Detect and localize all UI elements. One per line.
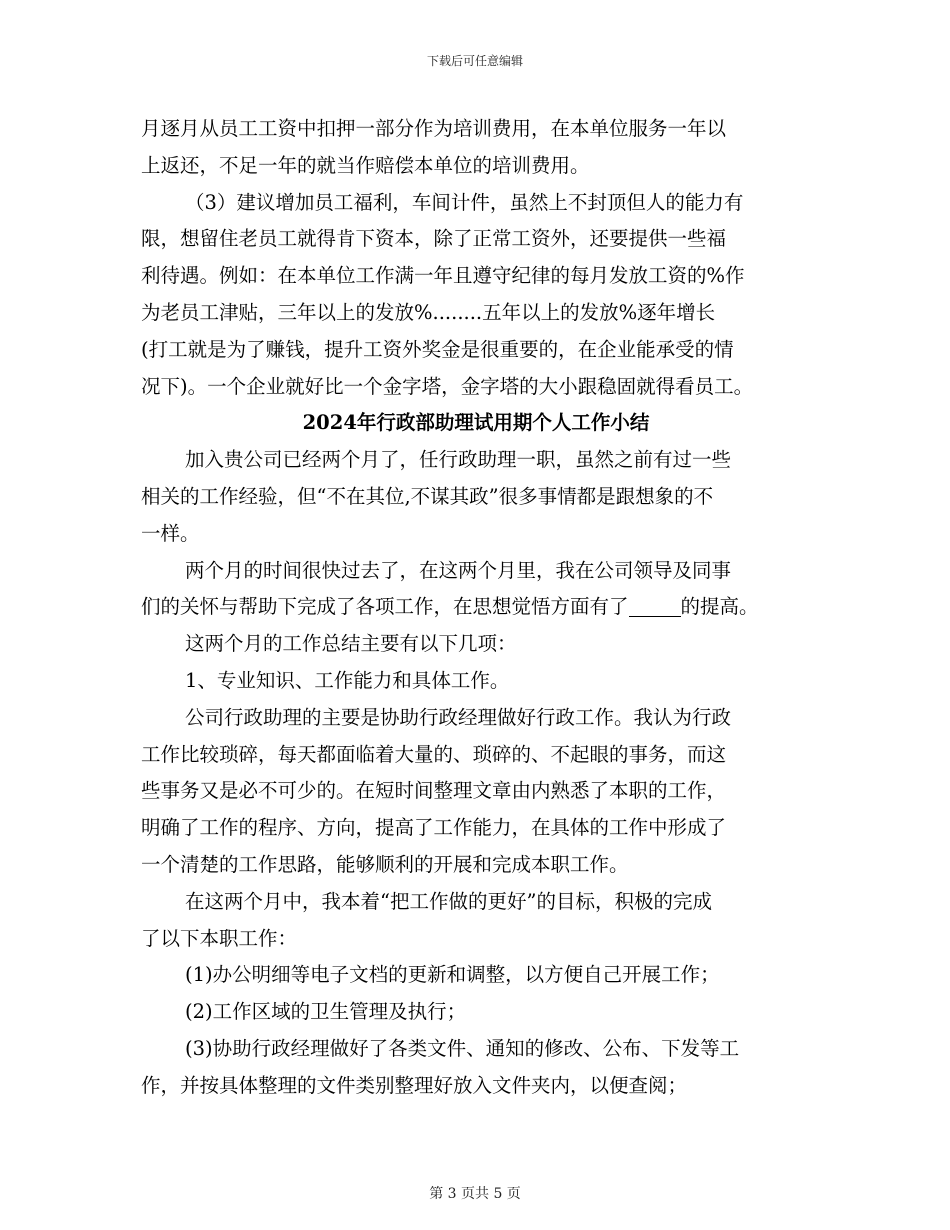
body-line: 作，并按具体整理的文件类别整理好放入文件夹内，以便查阅； xyxy=(141,1073,688,1097)
body-line: 一样。 xyxy=(141,521,200,545)
document-body xyxy=(141,111,811,1105)
section-title: 2024年行政部助理试用期个人工作小结 xyxy=(302,411,650,435)
body-line-part: 的提高。 xyxy=(680,595,759,619)
body-line: 加入贵公司已经两个月了，任行政助理一职，虽然之前有过一些 xyxy=(185,448,732,472)
body-line: 1、专业知识、工作能力和具体工作。 xyxy=(185,668,510,692)
body-line: 一个清楚的工作思路，能够顺利的开展和完成本职工作。 xyxy=(141,852,629,876)
body-line: 明确了工作的程序、方向，提高了工作能力，在具体的工作中形成了 xyxy=(141,816,727,840)
page-header: 下载后可任意编辑 xyxy=(426,54,523,68)
body-line: 相关的工作经验，但“不在其位,不谋其政”很多事情都是跟想象的不 xyxy=(141,484,714,508)
body-line: (2)工作区域的卫生管理及执行； xyxy=(185,1000,467,1024)
body-line: 这两个月的工作总结主要有以下几项： xyxy=(185,632,517,656)
body-line: 在这两个月中，我本着“把工作做的更好”的目标，积极的完成 xyxy=(185,889,712,913)
page-footer: 第 3 页共 5 页 xyxy=(429,1186,521,1202)
fill-in-blank xyxy=(629,596,681,617)
body-line: （3）建议增加员工福利，车间计件，虽然上不封顶但人的能力有 xyxy=(185,190,744,214)
body-line: 公司行政助理的主要是协助行政经理做好行政工作。我认为行政 xyxy=(185,705,732,729)
body-line: 两个月的时间很快过去了，在这两个月里，我在公司领导及同事 xyxy=(185,558,732,582)
body-line: 限，想留住老员工就得肯下资本，除了正常工资外，还要提供一些福 xyxy=(141,227,727,251)
body-line: 工作比较琐碎，每天都面临着大量的、琐碎的、不起眼的事务，而这 xyxy=(141,742,727,766)
body-line: (1)办公明细等电子文档的更新和调整，以方便自己开展工作； xyxy=(185,963,720,987)
body-line: 利待遇。例如：在本单位工作满一年且遵守纪律的每月发放工资的%作 xyxy=(141,264,745,288)
body-line: (打工就是为了赚钱，提升工资外奖金是很重要的，在企业能承受的情 xyxy=(141,337,734,361)
body-line-part: 们的关怀与帮助下完成了各项工作，在思想觉悟方面有了 xyxy=(141,595,629,619)
body-line: 些事务又是必不可少的。在短时间整理文章由内熟悉了本职的工作， xyxy=(141,779,727,803)
body-line: 上返还，不足一年的就当作赔偿本单位的培训费用。 xyxy=(141,153,590,177)
body-line: (3)协助行政经理做好了各类文件、通知的修改、公布、下发等工 xyxy=(185,1036,740,1060)
body-line: 月逐月从员工工资中扣押一部分作为培训费用，在本单位服务一年以 xyxy=(141,117,727,140)
body-line: 况下)。一个企业就好比一个金字塔，金字塔的大小跟稳固就得看员工。 xyxy=(141,374,754,398)
body-line xyxy=(141,589,811,626)
body-line: 为老员工津贴，三年以上的发放%........五年以上的发放%逐年增长 xyxy=(141,300,716,324)
body-line: 了以下本职工作： xyxy=(141,926,298,950)
